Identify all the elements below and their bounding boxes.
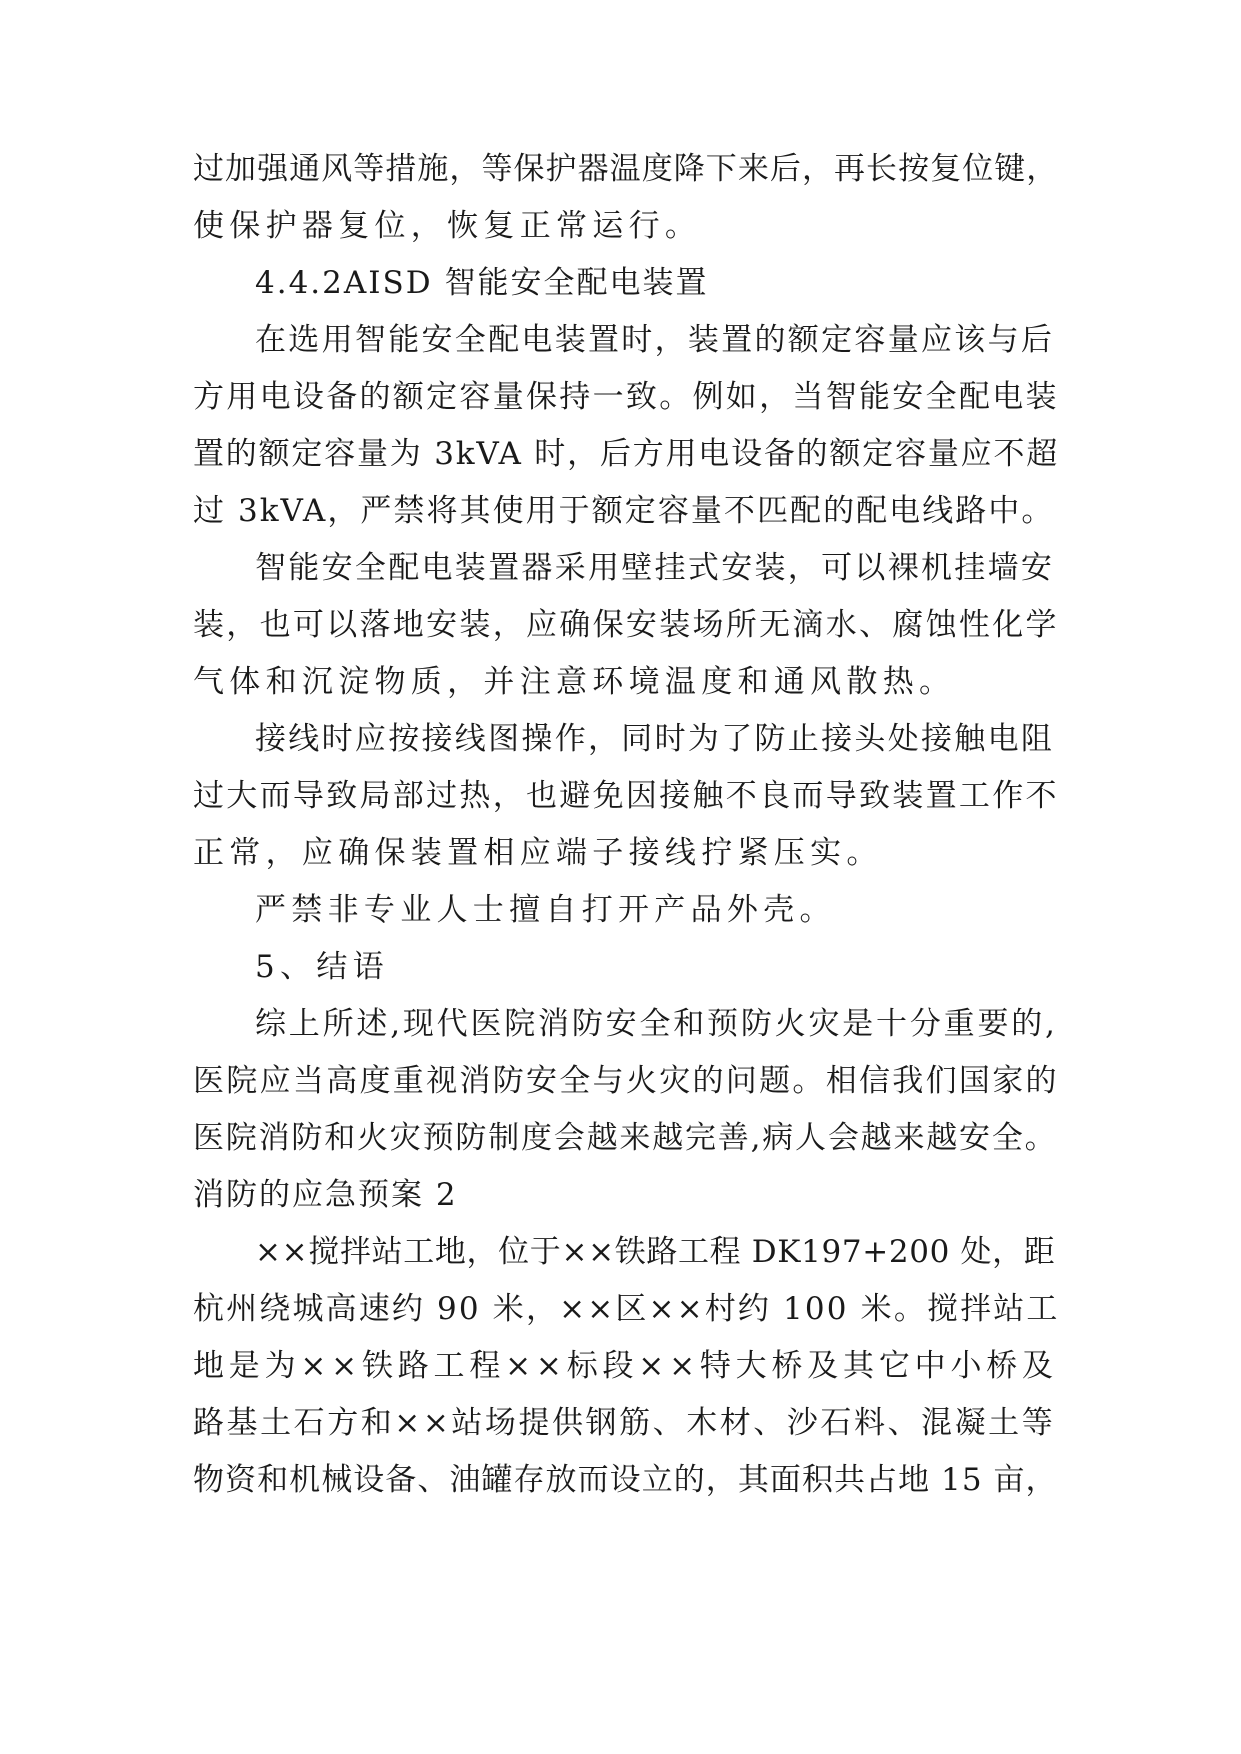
text-line: 医院消防和火灾预防制度会越来越完善,病人会越来越安全。 <box>193 1120 1058 1156</box>
paragraph-start: ××搅拌站工地，位于××铁路工程 DK197+200 处，距 <box>255 1234 1056 1270</box>
paragraph-start: 在选用智能安全配电装置时，装置的额定容量应该与后 <box>255 322 1055 358</box>
text-line: 过 3kVA，严禁将其使用于额定容量不匹配的配电线路中。 <box>193 493 1055 529</box>
text-line: 过加强通风等措施，等保护器温度降下来后，再长按复位键， <box>193 151 1059 187</box>
text-line: 杭州绕城高速约 90 米，××区××村约 100 米。搅拌站工 <box>193 1291 1060 1327</box>
text-line: 置的额定容量为 3kVA 时，后方用电设备的额定容量应不超 <box>193 436 1060 472</box>
text-line: 气体和沉淀物质，并注意环境温度和通风散热。 <box>193 664 956 700</box>
section-heading: 4.4.2AISD 智能安全配电装置 <box>255 265 709 301</box>
paragraph-start: 智能安全配电装置器采用壁挂式安装，可以裸机挂墙安 <box>255 550 1055 586</box>
text-line: 使保护器复位，恢复正常运行。 <box>193 208 702 244</box>
paragraph-start: 接线时应按接线图操作，同时为了防止接头处接触电阻 <box>255 721 1055 757</box>
section-heading: 5、结语 <box>255 949 389 985</box>
text-line: 地是为××铁路工程××标段××特大桥及其它中小桥及 <box>193 1348 1058 1384</box>
text-line: 物资和机械设备、油罐存放而设立的，其面积共占地 15 亩， <box>193 1462 1058 1498</box>
text-line: 方用电设备的额定容量保持一致。例如，当智能安全配电装 <box>193 379 1059 415</box>
text-line: 装，也可以落地安装，应确保安装场所无滴水、腐蚀性化学 <box>193 607 1059 643</box>
text-line: 路基土石方和××站场提供钢筋、木材、沙石料、混凝土等 <box>193 1405 1056 1441</box>
text-line: 正常，应确保装置相应端子接线拧紧压实。 <box>193 835 883 871</box>
document-title: 消防的应急预案 2 <box>193 1177 458 1213</box>
text-line: 医院应当高度重视消防安全与火灾的问题。相信我们国家的 <box>193 1063 1059 1099</box>
text-line: 过大而导致局部过热，也避免因接触不良而导致装置工作不 <box>193 778 1059 814</box>
paragraph-start: 严禁非专业人士擅自打开产品外壳。 <box>255 892 836 928</box>
paragraph-start: 综上所述,现代医院消防安全和预防火灾是十分重要的, <box>255 1006 1058 1042</box>
